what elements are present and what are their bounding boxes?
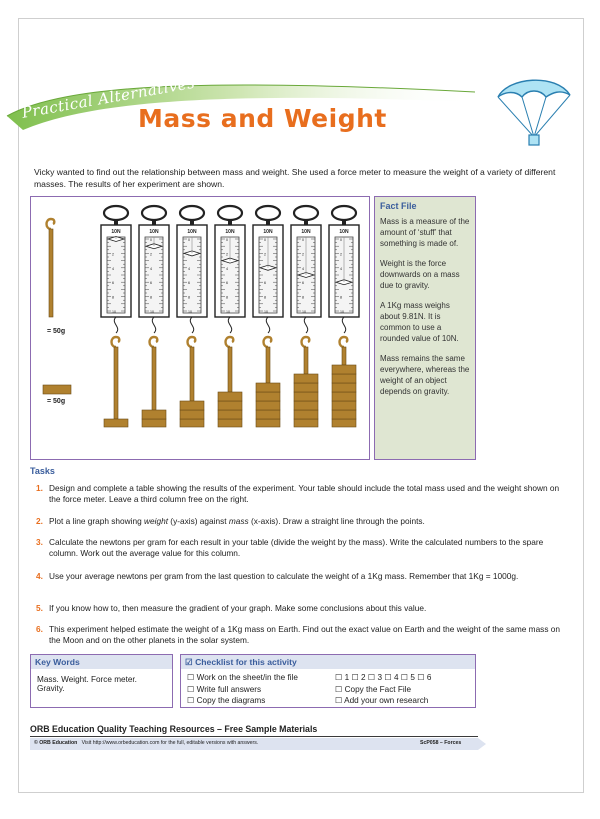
- mass-block: [294, 374, 318, 383]
- task-text: Use your average newtons per gram from the last question to calculate the weight of a 1Kg mass. Remember that 1Kg = 1000g.: [49, 571, 519, 581]
- meter-ring: [180, 206, 204, 220]
- task-number: 4.: [36, 571, 43, 581]
- scale-number: 0: [150, 238, 152, 242]
- mass-block: [332, 392, 356, 401]
- meter-label: 10N: [225, 229, 235, 235]
- meter-label: 10N: [339, 229, 349, 235]
- footer-divider: [30, 736, 478, 737]
- meter-label: 10N: [187, 229, 197, 235]
- hanger-rod: [152, 347, 156, 410]
- mass-block: [43, 385, 71, 394]
- meter-ring: [142, 206, 166, 220]
- meter-ring-neck: [190, 219, 194, 225]
- banner-subtitle: Practical Alternatives: [20, 73, 197, 122]
- scale-number: 0: [188, 238, 190, 242]
- scale-number: 2: [264, 252, 266, 257]
- task-item: [36, 603, 566, 614]
- meter-label: 10N: [263, 229, 273, 235]
- meter-wire: [114, 317, 117, 333]
- hook-icon: [302, 337, 310, 347]
- checklist-item[interactable]: ☐ Write full answers: [187, 684, 262, 694]
- fact-paragraph: A 1Kg mass weighs about 9.81N. It is common to use a rounded value of 10N.: [380, 301, 459, 343]
- task-item: [36, 571, 566, 582]
- checklist-item[interactable]: ☐ Copy the diagrams: [187, 696, 266, 705]
- mass-block: [218, 401, 242, 410]
- footer-title: ORB Education Quality Teaching Resources – Free Sample Materials: [30, 724, 318, 734]
- mass-block: [294, 401, 318, 410]
- scale-number: 6: [226, 281, 228, 286]
- footer-visit-link[interactable]: Visit http://www.orbeducation.com for the full, editable versions with answers.: [81, 740, 259, 746]
- task-item: [36, 516, 566, 527]
- key-words-box: [30, 654, 173, 708]
- key-words-text: Mass. Weight. Force meter. Gravity.: [37, 675, 137, 693]
- meter-label: 10N: [111, 229, 121, 235]
- scale-number: 2: [340, 252, 342, 257]
- scale-number: 0: [340, 238, 342, 242]
- mass-block: [294, 410, 318, 419]
- task-number: 2.: [36, 516, 43, 526]
- meter-ring: [104, 206, 128, 220]
- hanger-rod: [190, 347, 194, 401]
- intro-text: Vicky wanted to find out the relationship between mass and weight. She used a force meter to measure the weight of a variety of different masses. The results of her experiment are shown.: [34, 167, 556, 189]
- scale-number: 2: [112, 252, 114, 257]
- scale-number: 2: [150, 252, 152, 257]
- scale-number: 10: [112, 310, 116, 314]
- meter-ring: [332, 206, 356, 220]
- fact-file: [374, 196, 476, 460]
- mass-block: [218, 392, 242, 401]
- task-item: [36, 624, 566, 646]
- scale-number: 10: [188, 310, 192, 314]
- fact-paragraph: Mass remains the same everywhere, whereas the weight of an object depends on gravity.: [380, 354, 470, 396]
- checklist-item[interactable]: ☐ 1 ☐ 2 ☐ 3 ☐ 4 ☐ 5 ☐ 6: [335, 673, 432, 682]
- hanger-rod: [114, 347, 118, 419]
- mass-block: [256, 401, 280, 410]
- scale-number: 2: [226, 252, 228, 257]
- hanger-rod: [228, 347, 232, 392]
- mass-block: [256, 383, 280, 392]
- scale-number: 4: [302, 266, 304, 271]
- task-number: 3.: [36, 537, 43, 547]
- scale-number: 4: [112, 266, 114, 271]
- hanger-rod: [342, 347, 346, 365]
- hanger-base: [180, 419, 204, 427]
- scale-number: 8: [226, 295, 228, 300]
- meter-ring-neck: [152, 219, 156, 225]
- hanger-base: [294, 419, 318, 427]
- task-number: 1.: [36, 483, 43, 493]
- task-text: If you know how to, then measure the gradient of your graph. Make some conclusions about this value.: [49, 603, 427, 613]
- task-text: Plot a line graph showing weight (y-axis) against mass (x-axis). Draw a straight line through the points.: [49, 516, 425, 526]
- meter-ring-neck: [228, 219, 232, 225]
- meter-ring: [256, 206, 280, 220]
- meter-wire: [152, 317, 155, 333]
- scale-number: 4: [226, 266, 228, 271]
- meter-wire: [228, 317, 231, 333]
- mass-block: [180, 401, 204, 410]
- mass-block: [332, 410, 356, 419]
- hanger-rod: [49, 229, 53, 317]
- task-text: Design and complete a table showing the results of the experiment. Your table should include the total mass used and the weight shown on the force meter. Leave a third column free on the right.: [49, 483, 560, 504]
- mass-block: [294, 392, 318, 401]
- scale-number: 6: [188, 281, 190, 286]
- task-text: Calculate the newtons per gram for each result in your table (divide the weight by the mass). Write the calculated numbers to the spare column. Work out the average value for this column.: [49, 537, 544, 558]
- key-words-title: Key Words: [31, 655, 172, 669]
- checklist-title: ☑ Checklist for this activity: [181, 655, 475, 669]
- hanger-rod: [266, 347, 270, 383]
- force-meters-illustration: [31, 197, 371, 461]
- meter-ring: [218, 206, 242, 220]
- hook-icon: [264, 337, 272, 347]
- scale-number: 8: [302, 295, 304, 300]
- scale-number: 8: [340, 295, 342, 300]
- experiment-diagram: [30, 196, 370, 460]
- scale-number: 6: [112, 281, 114, 286]
- hook-icon: [150, 337, 158, 347]
- task-number: 5.: [36, 603, 43, 613]
- mass-block: [332, 374, 356, 383]
- meter-ring: [294, 206, 318, 220]
- hook-icon: [226, 337, 234, 347]
- meter-ring-neck: [114, 219, 118, 225]
- scale-number: 4: [150, 266, 152, 271]
- scale-number: 0: [264, 238, 266, 242]
- meter-wire: [342, 317, 345, 333]
- mass-block: [332, 383, 356, 392]
- scale-number: 6: [150, 281, 152, 286]
- page-title: Mass and Weight: [138, 104, 387, 133]
- scale-number: 0: [226, 238, 228, 242]
- scale-number: 8: [112, 295, 114, 300]
- meter-wire: [266, 317, 269, 333]
- mass-block: [142, 410, 166, 419]
- scale-number: 8: [188, 295, 190, 300]
- tasks-title: Tasks: [30, 466, 55, 476]
- scale-number: 8: [264, 295, 266, 300]
- footer-code: ScP058 – Forces: [420, 740, 462, 746]
- checklist-box: [180, 654, 476, 708]
- block-mass-label: = 50g: [47, 398, 66, 405]
- scale-number: 4: [188, 266, 190, 271]
- hanger-base: [104, 419, 128, 427]
- footer-copyright-line: [34, 740, 258, 746]
- checklist-item[interactable]: ☐ Work on the sheet/in the file: [187, 673, 298, 682]
- hanger-base: [332, 419, 356, 427]
- hanger-base: [142, 419, 166, 427]
- scale-number: 10: [150, 310, 154, 314]
- scale-number: 6: [264, 281, 266, 286]
- mass-block: [332, 365, 356, 374]
- hanger-base: [218, 419, 242, 427]
- task-text: This experiment helped estimate the weight of a 1Kg mass on Earth. Find out the exact value on Earth and the weight of the same mass on the Moon and on the other planets in the solar system.: [49, 624, 561, 645]
- scale-number: 4: [340, 266, 342, 271]
- meter-wire: [190, 317, 193, 333]
- scale-number: 10: [264, 310, 268, 314]
- task-number: 6.: [36, 624, 43, 634]
- scale-number: 6: [302, 281, 304, 286]
- hook-icon: [47, 219, 55, 229]
- mass-block: [294, 383, 318, 392]
- meter-wire: [304, 317, 307, 333]
- mass-block: [332, 401, 356, 410]
- scale-number: 8: [150, 295, 152, 300]
- hanger-rod: [304, 347, 308, 374]
- meter-label: 10N: [149, 229, 159, 235]
- scale-number: 0: [302, 238, 304, 242]
- task-item: [36, 537, 566, 559]
- mass-block: [180, 410, 204, 419]
- meter-ring-neck: [304, 219, 308, 225]
- task-item: [36, 483, 566, 505]
- scale-number: 10: [302, 310, 306, 314]
- checklist-item[interactable]: ☐ Copy the Fact File: [335, 684, 412, 694]
- hanger-mass-label: = 50g: [47, 328, 66, 335]
- parachute-icon: [494, 75, 574, 149]
- hook-icon: [340, 337, 348, 347]
- mass-block: [218, 410, 242, 419]
- scale-number: 10: [226, 310, 230, 314]
- meter-ring-neck: [342, 219, 346, 225]
- meter-ring-neck: [266, 219, 270, 225]
- footer-copyright: © ORB Education: [34, 740, 78, 746]
- mass-block: [256, 410, 280, 419]
- checklist-item[interactable]: ☐ Add your own research: [335, 696, 429, 705]
- scale-number: 2: [302, 252, 304, 257]
- fact-paragraph: Mass is a measure of the amount of ‘stuff’ that something is made of.: [380, 217, 470, 248]
- hanger-base: [256, 419, 280, 427]
- fact-file-title: Fact File: [380, 201, 417, 211]
- mass-block: [256, 392, 280, 401]
- meter-label: 10N: [301, 229, 311, 235]
- hook-icon: [188, 337, 196, 347]
- scale-number: 10: [340, 310, 344, 314]
- fact-paragraph: Weight is the force downwards on a mass due to gravity.: [380, 259, 460, 290]
- hook-icon: [112, 337, 120, 347]
